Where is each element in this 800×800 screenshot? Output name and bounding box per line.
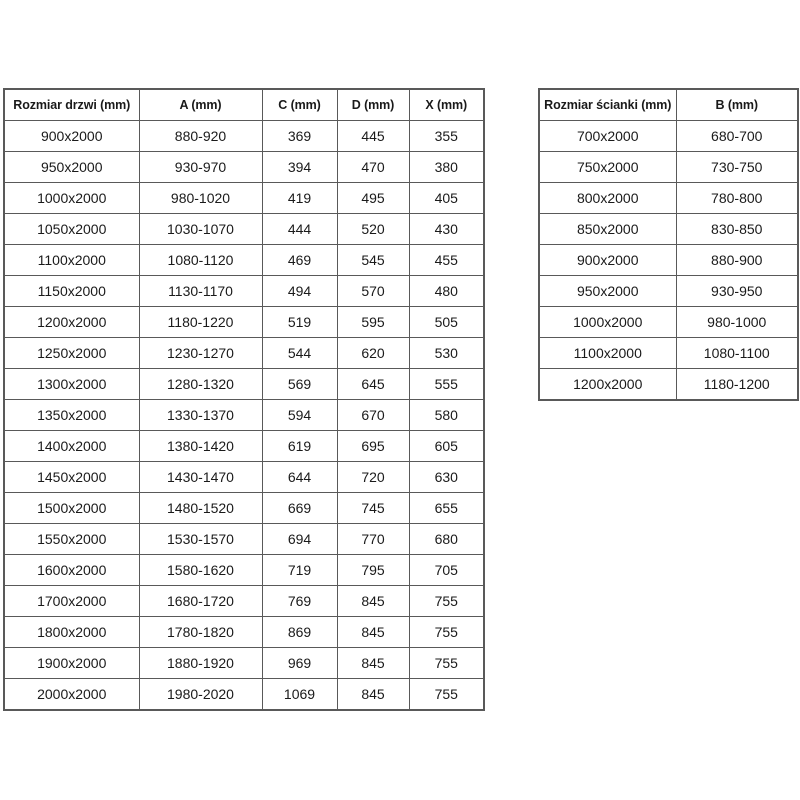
table-row [4,400,484,431]
table-cell: 1880-1920 [139,648,262,679]
table-cell: 1069 [262,679,337,711]
table-cell: 1100x2000 [4,245,139,276]
table-cell: 900x2000 [539,245,676,276]
table-row [539,183,798,214]
table-row [539,338,798,369]
table-cell: 580 [409,400,484,431]
table-cell: 750x2000 [539,152,676,183]
table-row [4,431,484,462]
table-row [4,276,484,307]
column-header: Rozmiar drzwi (mm) [4,89,139,121]
table-cell: 980-1020 [139,183,262,214]
table-cell: 845 [337,648,409,679]
table-row [4,121,484,152]
table-cell: 1550x2000 [4,524,139,555]
table-cell: 1080-1120 [139,245,262,276]
table-cell: 950x2000 [539,276,676,307]
table-cell: 469 [262,245,337,276]
table-row [4,462,484,493]
table-cell: 1230-1270 [139,338,262,369]
table-cell: 545 [337,245,409,276]
column-header: C (mm) [262,89,337,121]
table-cell: 720 [337,462,409,493]
table-cell: 755 [409,617,484,648]
table-cell: 669 [262,493,337,524]
table-cell: 770 [337,524,409,555]
table-cell: 1300x2000 [4,369,139,400]
table-cell: 619 [262,431,337,462]
table-cell: 755 [409,586,484,617]
table-cell: 800x2000 [539,183,676,214]
wall-table-body [539,121,798,401]
table-cell: 530 [409,338,484,369]
table-cell: 780-800 [676,183,798,214]
table-cell: 1150x2000 [4,276,139,307]
table-cell: 930-950 [676,276,798,307]
table-cell: 694 [262,524,337,555]
table-cell: 495 [337,183,409,214]
door-table-body [4,121,484,711]
table-cell: 1330-1370 [139,400,262,431]
table-cell: 1080-1100 [676,338,798,369]
table-cell: 405 [409,183,484,214]
table-cell: 845 [337,586,409,617]
table-cell: 1350x2000 [4,400,139,431]
table-cell: 1250x2000 [4,338,139,369]
table-cell: 1050x2000 [4,214,139,245]
table-cell: 1180-1220 [139,307,262,338]
table-cell: 745 [337,493,409,524]
table-row [4,307,484,338]
table-cell: 1980-2020 [139,679,262,711]
table-row [4,679,484,711]
table-cell: 1430-1470 [139,462,262,493]
table-cell: 380 [409,152,484,183]
table-row [4,617,484,648]
table-cell: 869 [262,617,337,648]
header-row [4,89,484,121]
table-cell: 670 [337,400,409,431]
column-header: X (mm) [409,89,484,121]
table-cell: 570 [337,276,409,307]
table-cell: 680-700 [676,121,798,152]
table-cell: 1130-1170 [139,276,262,307]
table-cell: 505 [409,307,484,338]
table-cell: 620 [337,338,409,369]
table-cell: 520 [337,214,409,245]
column-header: Rozmiar ścianki (mm) [539,89,676,121]
table-cell: 394 [262,152,337,183]
wall-sizes-table [538,88,799,401]
table-cell: 369 [262,121,337,152]
column-header: D (mm) [337,89,409,121]
table-cell: 1450x2000 [4,462,139,493]
table-row [539,307,798,338]
table-cell: 1500x2000 [4,493,139,524]
table-cell: 880-920 [139,121,262,152]
table-cell: 980-1000 [676,307,798,338]
table-cell: 1200x2000 [539,369,676,401]
table-cell: 1000x2000 [539,307,676,338]
table-cell: 605 [409,431,484,462]
table-cell: 644 [262,462,337,493]
table-cell: 1480-1520 [139,493,262,524]
table-row [539,152,798,183]
table-row [4,245,484,276]
table-cell: 1600x2000 [4,555,139,586]
table-cell: 2000x2000 [4,679,139,711]
table-cell: 950x2000 [4,152,139,183]
table-cell: 930-970 [139,152,262,183]
table-row [4,338,484,369]
table-cell: 1100x2000 [539,338,676,369]
table-cell: 850x2000 [539,214,676,245]
door-table-header [4,89,484,121]
table-cell: 1000x2000 [4,183,139,214]
column-header: A (mm) [139,89,262,121]
table-cell: 695 [337,431,409,462]
table-cell: 630 [409,462,484,493]
table-cell: 755 [409,648,484,679]
table-cell: 419 [262,183,337,214]
table-cell: 430 [409,214,484,245]
table-cell: 355 [409,121,484,152]
table-row [539,276,798,307]
table-cell: 680 [409,524,484,555]
table-cell: 880-900 [676,245,798,276]
table-cell: 1800x2000 [4,617,139,648]
table-cell: 519 [262,307,337,338]
table-cell: 1530-1570 [139,524,262,555]
table-cell: 755 [409,679,484,711]
table-cell: 1400x2000 [4,431,139,462]
table-row [4,493,484,524]
table-row [4,555,484,586]
table-cell: 445 [337,121,409,152]
table-row [539,121,798,152]
table-cell: 1900x2000 [4,648,139,679]
table-row [4,648,484,679]
table-cell: 444 [262,214,337,245]
table-cell: 480 [409,276,484,307]
table-cell: 1700x2000 [4,586,139,617]
table-row [539,369,798,401]
table-cell: 1580-1620 [139,555,262,586]
table-cell: 1380-1420 [139,431,262,462]
table-cell: 845 [337,679,409,711]
table-row [4,586,484,617]
table-cell: 795 [337,555,409,586]
table-cell: 569 [262,369,337,400]
table-cell: 655 [409,493,484,524]
table-cell: 700x2000 [539,121,676,152]
table-cell: 544 [262,338,337,369]
table-cell: 830-850 [676,214,798,245]
table-cell: 719 [262,555,337,586]
table-cell: 594 [262,400,337,431]
table-cell: 494 [262,276,337,307]
table-cell: 1180-1200 [676,369,798,401]
table-row [539,245,798,276]
table-cell: 555 [409,369,484,400]
table-cell: 470 [337,152,409,183]
table-cell: 1680-1720 [139,586,262,617]
door-sizes-table [3,88,485,711]
table-row [4,152,484,183]
table-row [4,214,484,245]
table-cell: 969 [262,648,337,679]
table-row [539,214,798,245]
wall-table-header [539,89,798,121]
table-cell: 705 [409,555,484,586]
table-cell: 645 [337,369,409,400]
table-row [4,369,484,400]
column-header: B (mm) [676,89,798,121]
table-row [4,524,484,555]
table-row [4,183,484,214]
table-cell: 1280-1320 [139,369,262,400]
table-cell: 900x2000 [4,121,139,152]
table-cell: 845 [337,617,409,648]
table-cell: 1030-1070 [139,214,262,245]
table-cell: 769 [262,586,337,617]
table-cell: 1780-1820 [139,617,262,648]
table-cell: 730-750 [676,152,798,183]
table-cell: 1200x2000 [4,307,139,338]
table-cell: 595 [337,307,409,338]
header-row [539,89,798,121]
table-cell: 455 [409,245,484,276]
